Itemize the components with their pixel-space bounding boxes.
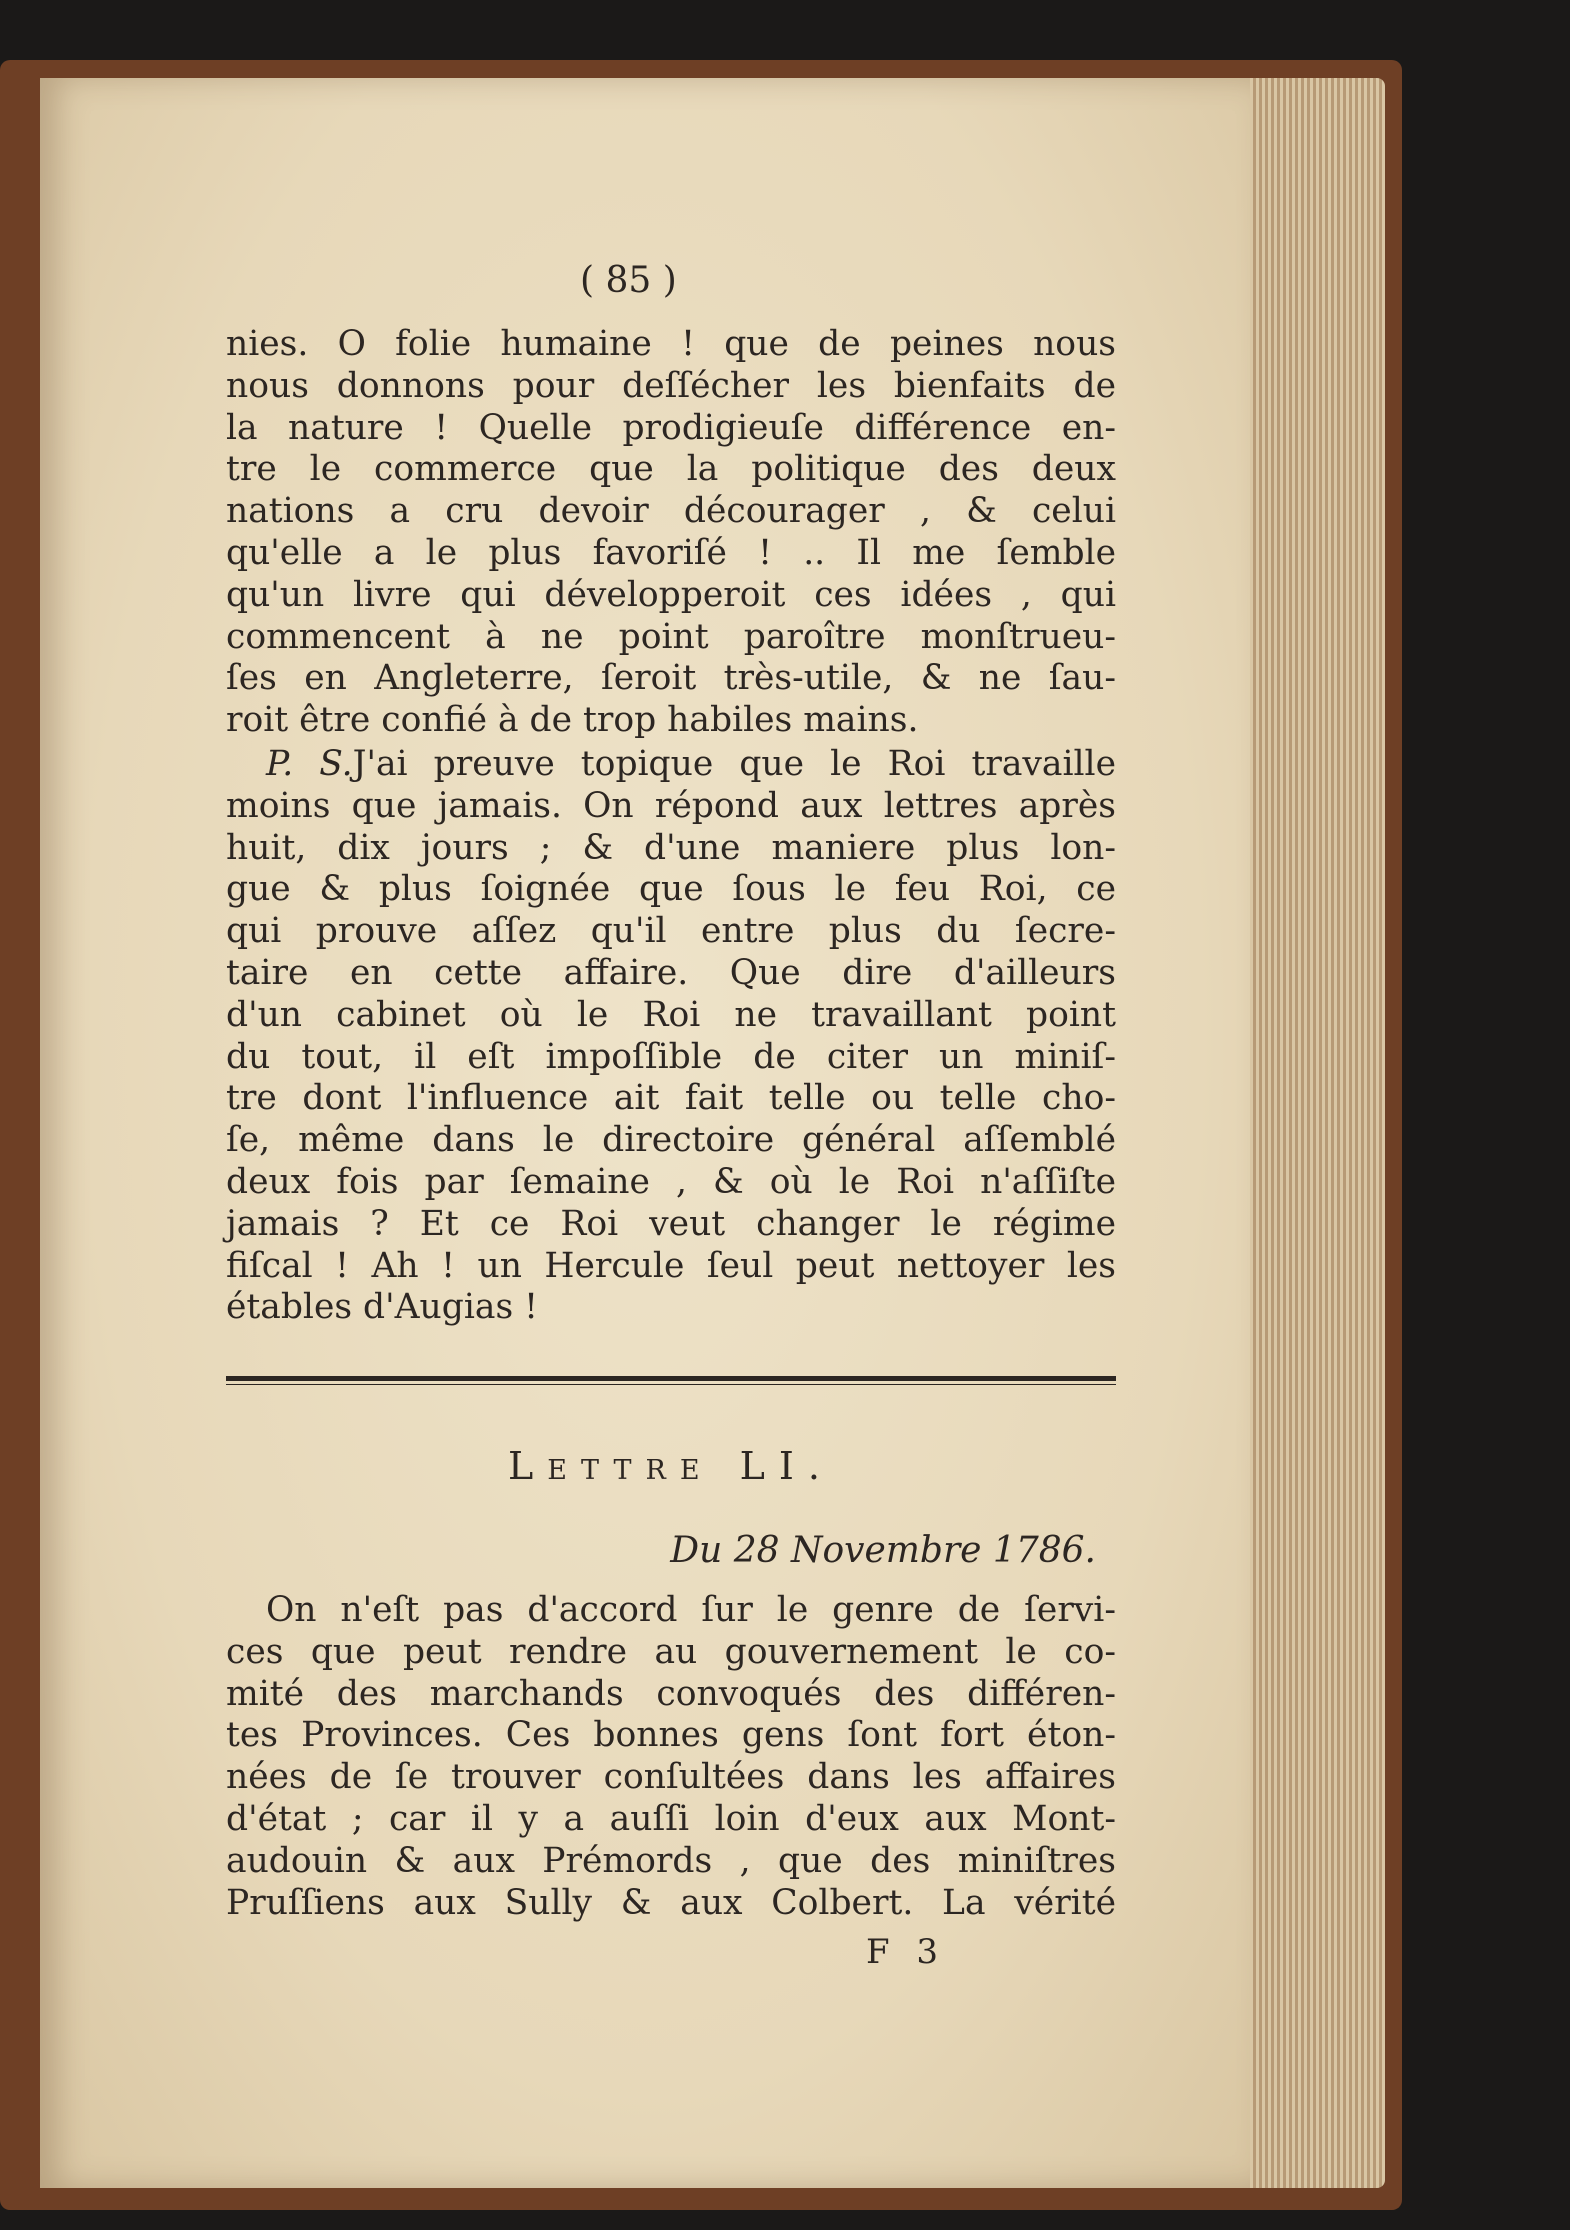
- text-line: mité des marchands convoqués des différen-: [226, 1673, 1116, 1714]
- text-line: ces que peut rendre au gouvernement le co-: [226, 1631, 1116, 1672]
- text-line: audouin & aux Prémords , que des miniſtres: [226, 1840, 1116, 1881]
- text-line: d'un cabinet où le Roi ne travaillant point: [226, 994, 1116, 1035]
- text-line: ſe, même dans le directoire général aſſemblé: [226, 1120, 1116, 1161]
- text-line: nées de ſe trouver conſultées dans les affaires: [226, 1757, 1116, 1798]
- text-line: d'état ; car il y a auſſi loin d'eux aux Mont-: [226, 1798, 1116, 1839]
- paragraph-2: [226, 1590, 1116, 1924]
- text-line: gue & plus ſoignée que ſous le feu Roi, ce: [226, 869, 1116, 910]
- text-line: jamais ? Et ce Roi veut changer le régime: [226, 1203, 1116, 1244]
- postscript-label: P. S.: [266, 744, 353, 784]
- postscript-first-line: J'ai preuve topique que le Roi travaille: [352, 744, 1116, 784]
- text-line: tre le commerce que la politique des deux: [226, 449, 1116, 490]
- signature-mark: F 3: [866, 1932, 947, 1972]
- date-line: Du 28 Novembre 1786.: [670, 1530, 1096, 1571]
- text-line: la nature ! Quelle prodigieuſe différence en-: [226, 407, 1116, 448]
- text-line: nous donnons pour deſſécher les bienfaits de: [226, 365, 1116, 406]
- page-number: ( 85 ): [580, 260, 677, 301]
- text-line: deux fois par ſemaine , & où le Roi n'aſſiſte: [226, 1161, 1116, 1202]
- text-line: nies. O folie humaine ! que de peines nous: [226, 324, 1116, 364]
- book-page: [40, 78, 1250, 2188]
- text-line: moins que jamais. On répond aux lettres après: [226, 785, 1116, 826]
- text-line: taire en cette affaire. Que dire d'ailleurs: [226, 952, 1116, 993]
- text-line: ſes en Angleterre, ſeroit très-utile, & ne ſau-: [226, 658, 1116, 699]
- paragraph-1: [226, 324, 1116, 742]
- text-line: On n'eſt pas d'accord ſur le genre de ſervi-: [266, 1590, 1116, 1630]
- text-line: tes Provinces. Ces bonnes gens ſont fort éton-: [226, 1715, 1116, 1756]
- text-line: du tout, il eſt impoſſible de citer un miniſ-: [226, 1036, 1116, 1077]
- text-line: roit être confié à de trop habiles mains.: [226, 700, 919, 741]
- text-line: qu'elle a le plus favoriſé ! .. Il me ſemble: [226, 532, 1116, 573]
- postscript: [226, 744, 1116, 1329]
- text-line: qui prouve aſſez qu'il entre plus du ſecre-: [226, 911, 1116, 952]
- text-line: étables d'Augias !: [226, 1287, 538, 1328]
- page-edges: [1235, 78, 1385, 2188]
- text-line: nations a cru devoir décourager , & celui: [226, 491, 1116, 532]
- letter-heading: Lettre LI.: [508, 1444, 834, 1488]
- text-line: qu'un livre qui développeroit ces idées , qui: [226, 574, 1116, 615]
- text-line: [226, 744, 1116, 786]
- text-line: fiſcal ! Ah ! un Hercule ſeul peut nettoyer les: [226, 1245, 1116, 1286]
- text-line: commencent à ne point paroître monſtrueu-: [226, 616, 1116, 657]
- text-line: tre dont l'influence ait fait telle ou telle cho-: [226, 1078, 1116, 1119]
- text-line: huit, dix jours ; & d'une maniere plus lon-: [226, 827, 1116, 868]
- section-divider-rule: [226, 1376, 1116, 1381]
- text-line: Pruſſiens aux Sully & aux Colbert. La vérité: [226, 1882, 1116, 1923]
